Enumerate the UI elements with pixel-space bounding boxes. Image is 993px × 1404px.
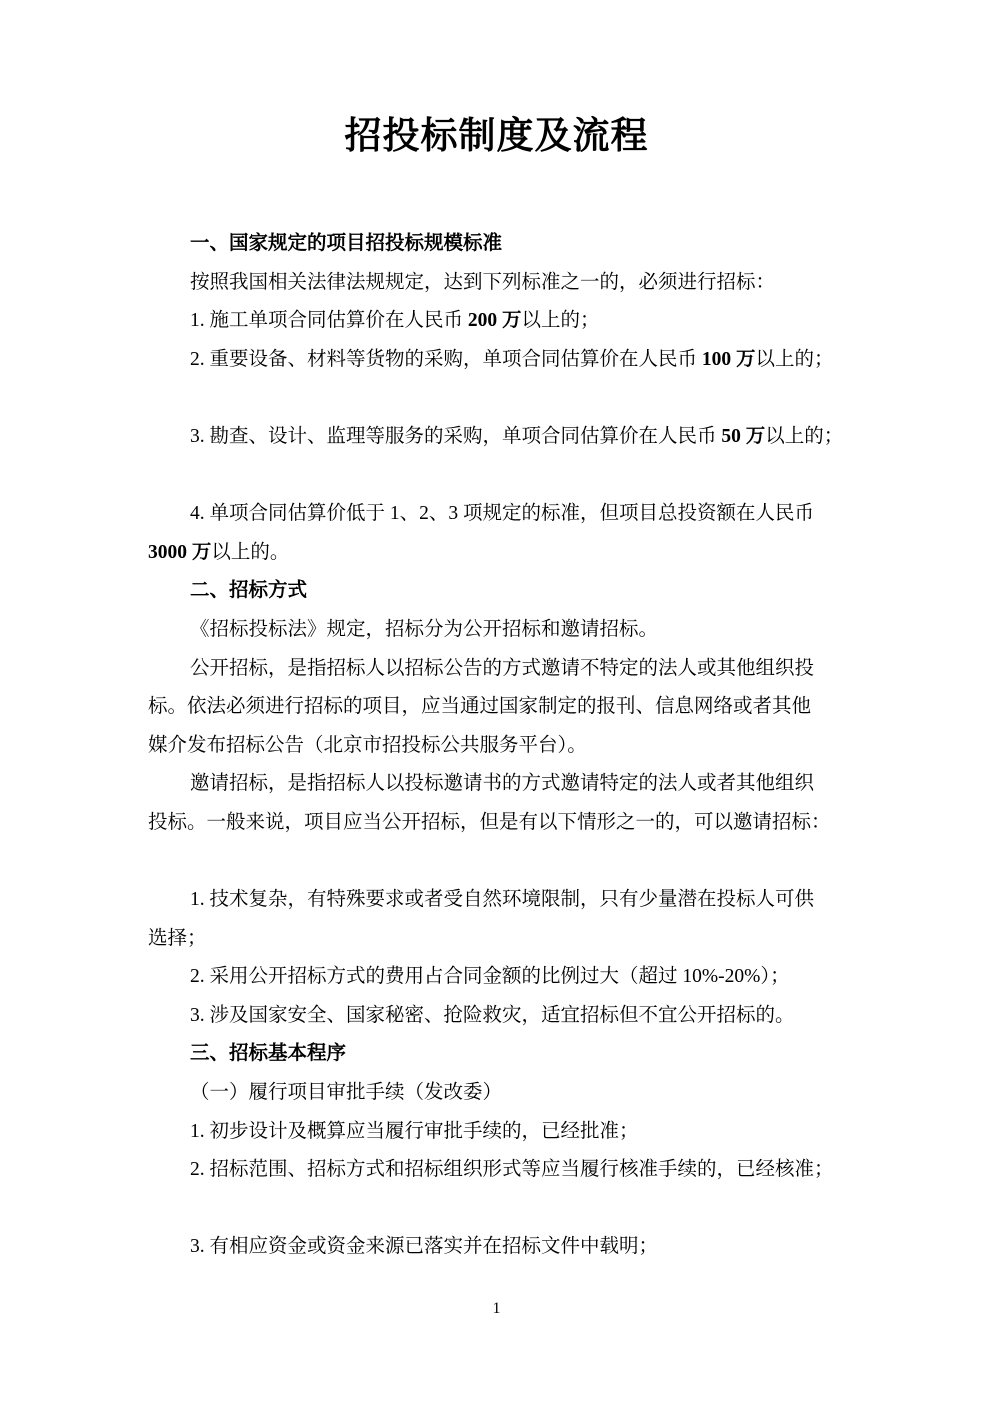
text-line: [148, 611, 854, 650]
blank-line: [148, 457, 854, 496]
text-segment: 2. 招标范围、招标方式和招标组织形式等应当履行核准手续的，已经核准；: [190, 1159, 834, 1181]
section-heading: [148, 1035, 854, 1074]
page-number: 1: [492, 1300, 501, 1317]
blank-line: [148, 379, 854, 418]
text-line: [148, 650, 854, 689]
blank-line: [148, 1190, 854, 1229]
text-segment: 3000 万: [148, 541, 212, 563]
text-line: [148, 534, 854, 573]
text-segment: 标。依法必须进行招标的项目，应当通过国家制定的报刊、信息网络或者其他: [148, 696, 812, 718]
text-segment: 以上的。: [211, 541, 290, 563]
blank-line: [148, 843, 854, 882]
text-line: [148, 958, 854, 997]
text-segment: 50 万: [721, 425, 766, 447]
text-segment: 媒介发布招标公告（北京市招投标公共服务平台）。: [148, 734, 587, 756]
text-line: [148, 341, 854, 380]
text-line: [148, 1113, 854, 1152]
text-segment: 4. 单项合同估算价低于 1、2、3 项规定的标准，但项目总投资额在人民币: [190, 503, 815, 525]
text-line: [148, 997, 854, 1036]
text-segment: 3. 涉及国家安全、国家秘密、抢险救灾，适宜招标但不宜公开招标的。: [190, 1004, 795, 1026]
text-line: [148, 727, 854, 766]
text-line: [148, 1151, 854, 1190]
text-segment: 1. 技术复杂，有特殊要求或者受自然环境限制，只有少量潜在投标人可供: [190, 889, 815, 911]
text-line: [148, 688, 854, 727]
text-line: [148, 804, 854, 843]
text-line: [148, 1074, 854, 1113]
text-segment: 二、招标方式: [190, 580, 308, 602]
text-segment: 一、国家规定的项目招投标规模标准: [190, 233, 503, 254]
text-segment: 按照我国相关法律法规规定，达到下列标准之一的，必须进行招标：: [190, 271, 776, 293]
text-segment: （一）履行项目审批手续（发改委）: [190, 1082, 503, 1104]
text-line: [148, 920, 854, 959]
text-line: [148, 765, 854, 804]
text-segment: 2. 重要设备、材料等货物的采购，单项合同估算价在人民币: [190, 348, 702, 370]
document-title: 招投标制度及流程: [344, 116, 649, 157]
text-segment: 1. 施工单项合同估算价在人民币: [190, 310, 468, 332]
text-segment: 1. 初步设计及概算应当履行审批手续的，已经批准；: [190, 1120, 639, 1142]
text-segment: 100 万: [701, 348, 756, 370]
text-segment: 《招标投标法》规定，招标分为公开招标和邀请招标。: [190, 618, 659, 640]
text-segment: 投标。一般来说，项目应当公开招标，但是有以下情形之一的，可以邀请招标：: [148, 811, 831, 833]
text-segment: 邀请招标，是指招标人以投标邀请书的方式邀请特定的法人或者其他组织: [190, 773, 815, 795]
section-heading: [148, 572, 854, 611]
text-segment: 公开招标，是指招标人以招标公告的方式邀请不特定的法人或其他组织投: [190, 657, 815, 679]
text-line: [148, 495, 854, 534]
text-segment: 2. 采用公开招标方式的费用占合同金额的比例过大（超过 10%-20%）；: [190, 966, 790, 988]
text-segment: 三、招标基本程序: [190, 1043, 347, 1065]
text-segment: 3. 有相应资金或资金来源已落实并在招标文件中载明；: [190, 1236, 659, 1258]
text-line: [148, 302, 854, 341]
text-segment: 200 万: [467, 310, 522, 332]
text-segment: 选择；: [148, 927, 207, 949]
document-body: [148, 225, 854, 1267]
text-line: [148, 1228, 854, 1267]
text-line: [148, 881, 854, 920]
text-segment: 以上的；: [765, 425, 844, 447]
text-segment: 3. 勘查、设计、监理等服务的采购，单项合同估算价在人民币: [190, 425, 722, 447]
text-line: [148, 418, 854, 457]
text-segment: 以上的；: [755, 348, 834, 370]
text-segment: 以上的；: [521, 310, 600, 332]
section-heading: [148, 225, 854, 264]
text-line: [148, 264, 854, 303]
